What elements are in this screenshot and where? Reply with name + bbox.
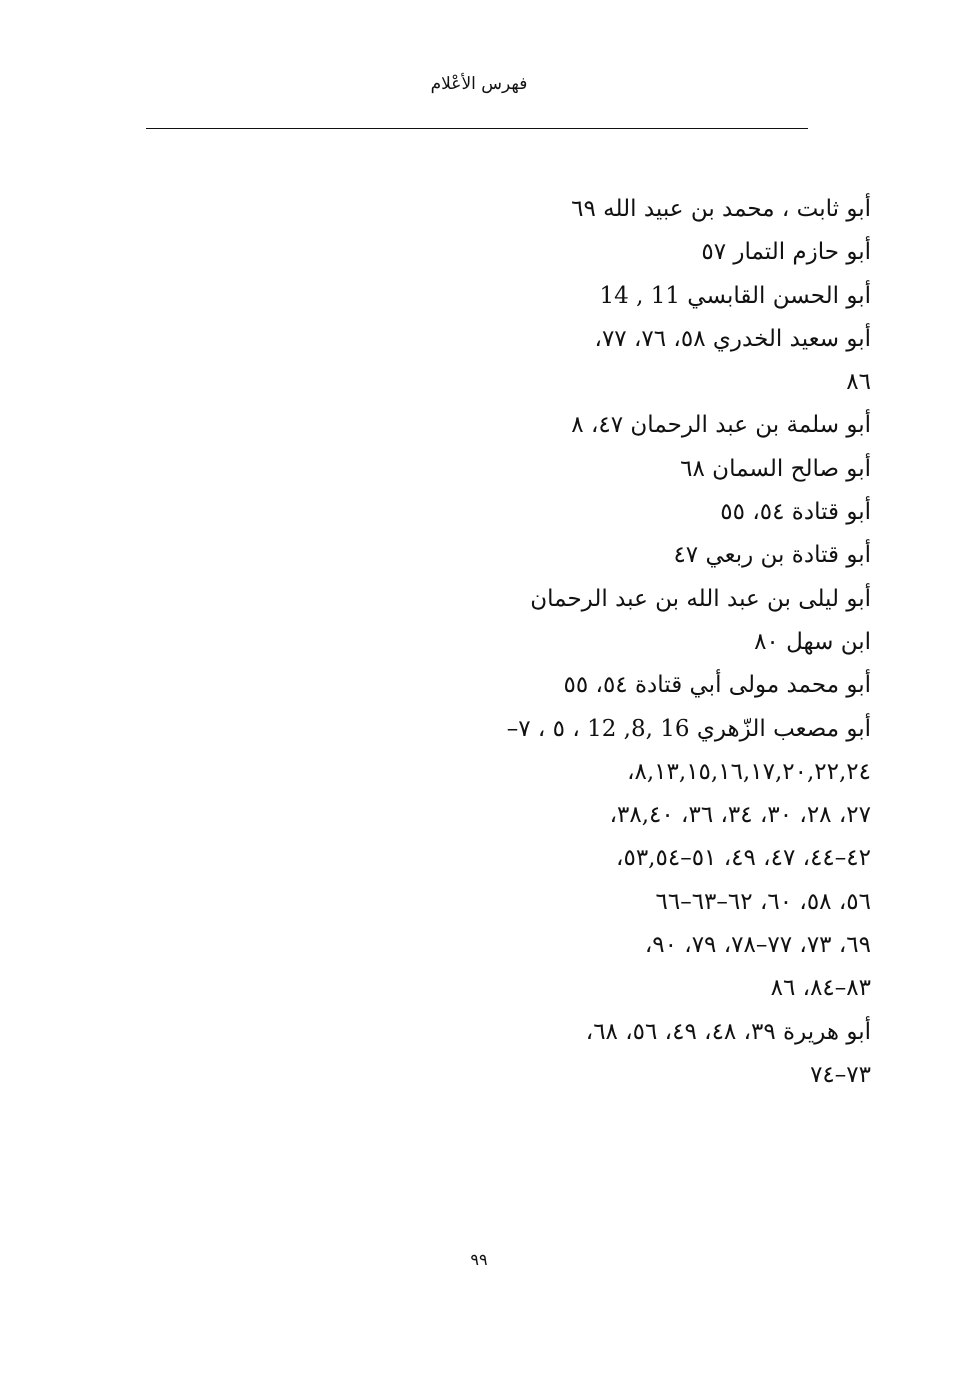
index-line: ٨٦: [846, 369, 871, 396]
index-line: ٨,١٣,١٥,١٦,١٧,٢٠,٢٢,٢٤،: [627, 758, 871, 785]
index-line: أبو هريرة ٣٩، ٤٨، ٤٩، ٥٦، ٦٨،: [585, 1018, 871, 1045]
header-rule: [146, 128, 808, 129]
index-line: ٢٧، ٢٨، ٣٠، ٣٤، ٣٦، ٣٨,٤٠،: [609, 802, 871, 829]
index-line: أبو ثابت ، محمد بن عبيد الله ٦٩: [571, 196, 871, 222]
index-line: أبو محمد مولى أبي قتادة ٥٤، ٥٥: [563, 672, 871, 699]
index-line: أبو الحسن القابسي 11 , 14: [599, 282, 871, 309]
index-line: أبو سلمة بن عبد الرحمان ٤٧، ٨: [571, 412, 871, 439]
index-line: ٤٢–٤٤، ٤٧، ٤٩، ٥١–٥٣,٥٤،: [616, 845, 871, 872]
index-line: ٧٣–٧٤: [810, 1061, 871, 1088]
running-header: فهرس الأعْلام: [430, 74, 528, 94]
page-number: ٩٩: [470, 1250, 488, 1269]
index-line: ٥٦، ٥٨، ٦٠، ٦٢–٦٣–٦٦: [655, 888, 871, 915]
index-line: ٦٩، ٧٣، ٧٧–٧٨، ٧٩، ٩٠،: [644, 932, 871, 959]
index-line: أبو صالح السمان ٦٨: [680, 455, 871, 482]
index-line: ٨٣–٨٤، ٨٦: [770, 975, 871, 1002]
index-line: أبو قتادة بن ربعي ٤٧: [673, 542, 871, 569]
index-line: أبو ليلى بن عبد الله بن عبد الرحمان: [530, 585, 871, 612]
index-entries: [451, 188, 871, 1097]
index-line: أبو قتادة ٥٤، ٥٥: [720, 499, 871, 526]
index-line: أبو مصعب الزّهري 16 ,8, 12 ، ٥ ، ٧–: [506, 715, 871, 742]
index-line: أبو سعيد الخدري ٥٨، ٧٦، ٧٧،: [594, 325, 871, 352]
index-line: ابن سهل ٨٠: [754, 628, 871, 655]
index-line: أبو حازم التمار ٥٧: [701, 239, 871, 266]
